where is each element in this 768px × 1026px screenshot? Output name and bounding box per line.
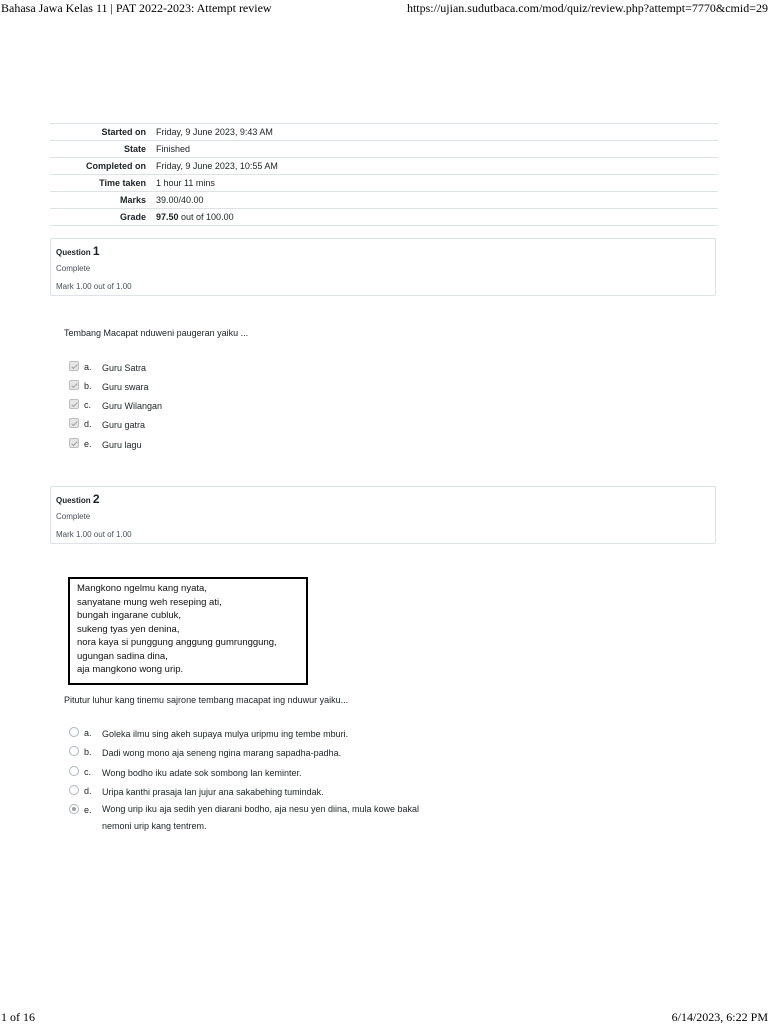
page-counter: 1 of 16 xyxy=(1,1010,35,1024)
question-2-grade: Mark 1.00 out of 1.00 xyxy=(56,530,132,539)
question-1-option-d[interactable] xyxy=(69,419,432,431)
question-2-option-b[interactable] xyxy=(69,747,432,759)
checkbox-checked-icon[interactable] xyxy=(69,361,79,371)
question-2-info xyxy=(50,486,716,544)
attempt-summary-table xyxy=(50,123,718,226)
question-1-option-c[interactable] xyxy=(69,400,432,412)
option-letter: a. xyxy=(84,728,92,738)
question-2-title xyxy=(56,492,100,506)
option-letter: b. xyxy=(84,381,92,391)
option-text: Guru gatra xyxy=(102,420,146,430)
state-value: Finished xyxy=(156,144,191,154)
marks-value: 39.00/40.00 xyxy=(156,195,204,205)
option-text: Goleka ilmu sing akeh supaya mulya uripmu ing tembe mburi. xyxy=(102,729,349,739)
option-text: Guru Satra xyxy=(102,363,147,373)
poem-line: bungah ingarane cubluk, xyxy=(77,610,182,621)
option-text: Guru Wilangan xyxy=(102,401,163,411)
question-2-option-c[interactable] xyxy=(69,767,432,779)
summary-row-completed xyxy=(50,158,718,175)
summary-row-grade xyxy=(50,209,718,226)
question-2-text: Pitutur luhur kang tinemu sajrone tembang macapat ing nduwur yaiku... xyxy=(64,695,349,705)
question-1-option-b[interactable] xyxy=(69,381,432,393)
marks-label: Marks xyxy=(119,195,146,205)
completed-value: Friday, 9 June 2023, 10:55 AM xyxy=(156,161,278,171)
question-1-state: Complete xyxy=(56,264,91,273)
question-1-option-a[interactable] xyxy=(69,362,432,374)
grade-cell xyxy=(151,209,718,226)
poem-line: nora kaya si punggung anggung gumrunggung, xyxy=(77,637,277,648)
option-text: Wong bodho iku adate sok sombong lan keminter. xyxy=(102,768,302,778)
radio-unselected-icon[interactable] xyxy=(69,746,79,756)
grade-label: Grade xyxy=(119,212,146,222)
option-letter: d. xyxy=(84,419,92,429)
state-label: State xyxy=(123,144,146,154)
option-letter: c. xyxy=(84,400,92,410)
option-letter: e. xyxy=(84,439,92,449)
option-text: Guru swara xyxy=(102,382,149,392)
time-label: Time taken xyxy=(99,178,146,188)
page-url[interactable]: https://ujian.sudutbaca.com/mod/quiz/review.php?attempt=7770&cmid=29 xyxy=(406,1,768,15)
grade-value: 97.50 xyxy=(156,212,179,222)
question-1-info xyxy=(50,238,716,296)
question-2-option-a[interactable] xyxy=(69,728,432,740)
time-value: 1 hour 11 mins xyxy=(156,178,215,188)
poem-line: ugungan sadina dina, xyxy=(77,650,168,662)
print-datetime: 6/14/2023, 6:22 PM xyxy=(671,1010,768,1024)
radio-unselected-icon[interactable] xyxy=(69,766,79,776)
poem-line: Mangkono ngelmu kang nyata, xyxy=(77,583,207,594)
summary-row-state xyxy=(50,141,718,158)
option-letter: b. xyxy=(84,747,92,757)
poem-line: sanyatane mung weh reseping ati, xyxy=(77,596,222,608)
option-letter: a. xyxy=(84,362,92,372)
question-1-text: Tembang Macapat nduweni paugeran yaiku ... xyxy=(64,328,249,338)
question-1-title xyxy=(56,244,100,258)
question-2-state: Complete xyxy=(56,512,91,521)
question-1-grade: Mark 1.00 out of 1.00 xyxy=(56,282,132,291)
checkbox-checked-icon[interactable] xyxy=(69,438,79,448)
checkbox-checked-icon[interactable] xyxy=(69,418,79,428)
poem-image xyxy=(68,577,308,685)
option-letter: d. xyxy=(84,786,92,796)
poem-line: sukeng tyas yen denina, xyxy=(77,623,180,635)
summary-row-time xyxy=(50,175,718,192)
radio-unselected-icon[interactable] xyxy=(69,727,79,737)
option-text: Wong urip iku aja sedih yen diarani bodho, aja nesu yen diina, mula kowe bakal nemoni urip kang tentrem. xyxy=(102,804,420,831)
completed-label: Completed on xyxy=(86,161,146,171)
option-text: Dadi wong mono aja seneng ngina marang sapadha-padha. xyxy=(102,748,342,758)
started-label: Started on xyxy=(101,127,146,137)
question-number: 2 xyxy=(92,492,100,506)
summary-row-marks xyxy=(50,192,718,209)
summary-row-started xyxy=(50,124,718,141)
option-text: Guru lagu xyxy=(102,440,142,450)
page-title: Bahasa Jawa Kelas 11 | PAT 2022-2023: Attempt review xyxy=(1,1,272,15)
started-value: Friday, 9 June 2023, 9:43 AM xyxy=(156,127,273,137)
option-text: Uripa kanthi prasaja lan jujur ana sakabehing tumindak. xyxy=(102,787,324,797)
option-letter: e. xyxy=(84,805,92,815)
option-letter: c. xyxy=(84,767,92,777)
grade-suffix: out of 100.00 xyxy=(178,212,234,222)
question-number: 1 xyxy=(92,244,100,258)
print-header xyxy=(0,1,768,17)
question-label: Question xyxy=(56,496,91,505)
question-2-option-d[interactable] xyxy=(69,786,432,798)
checkbox-checked-icon[interactable] xyxy=(69,380,79,390)
poem-line: aja mangkono wong urip. xyxy=(77,664,184,675)
checkbox-checked-icon[interactable] xyxy=(69,399,79,409)
radio-selected-icon[interactable] xyxy=(69,804,79,814)
radio-unselected-icon[interactable] xyxy=(69,785,79,795)
question-2-option-e[interactable] xyxy=(69,805,432,835)
question-1-option-e[interactable] xyxy=(69,439,432,451)
question-label: Question xyxy=(56,248,91,257)
